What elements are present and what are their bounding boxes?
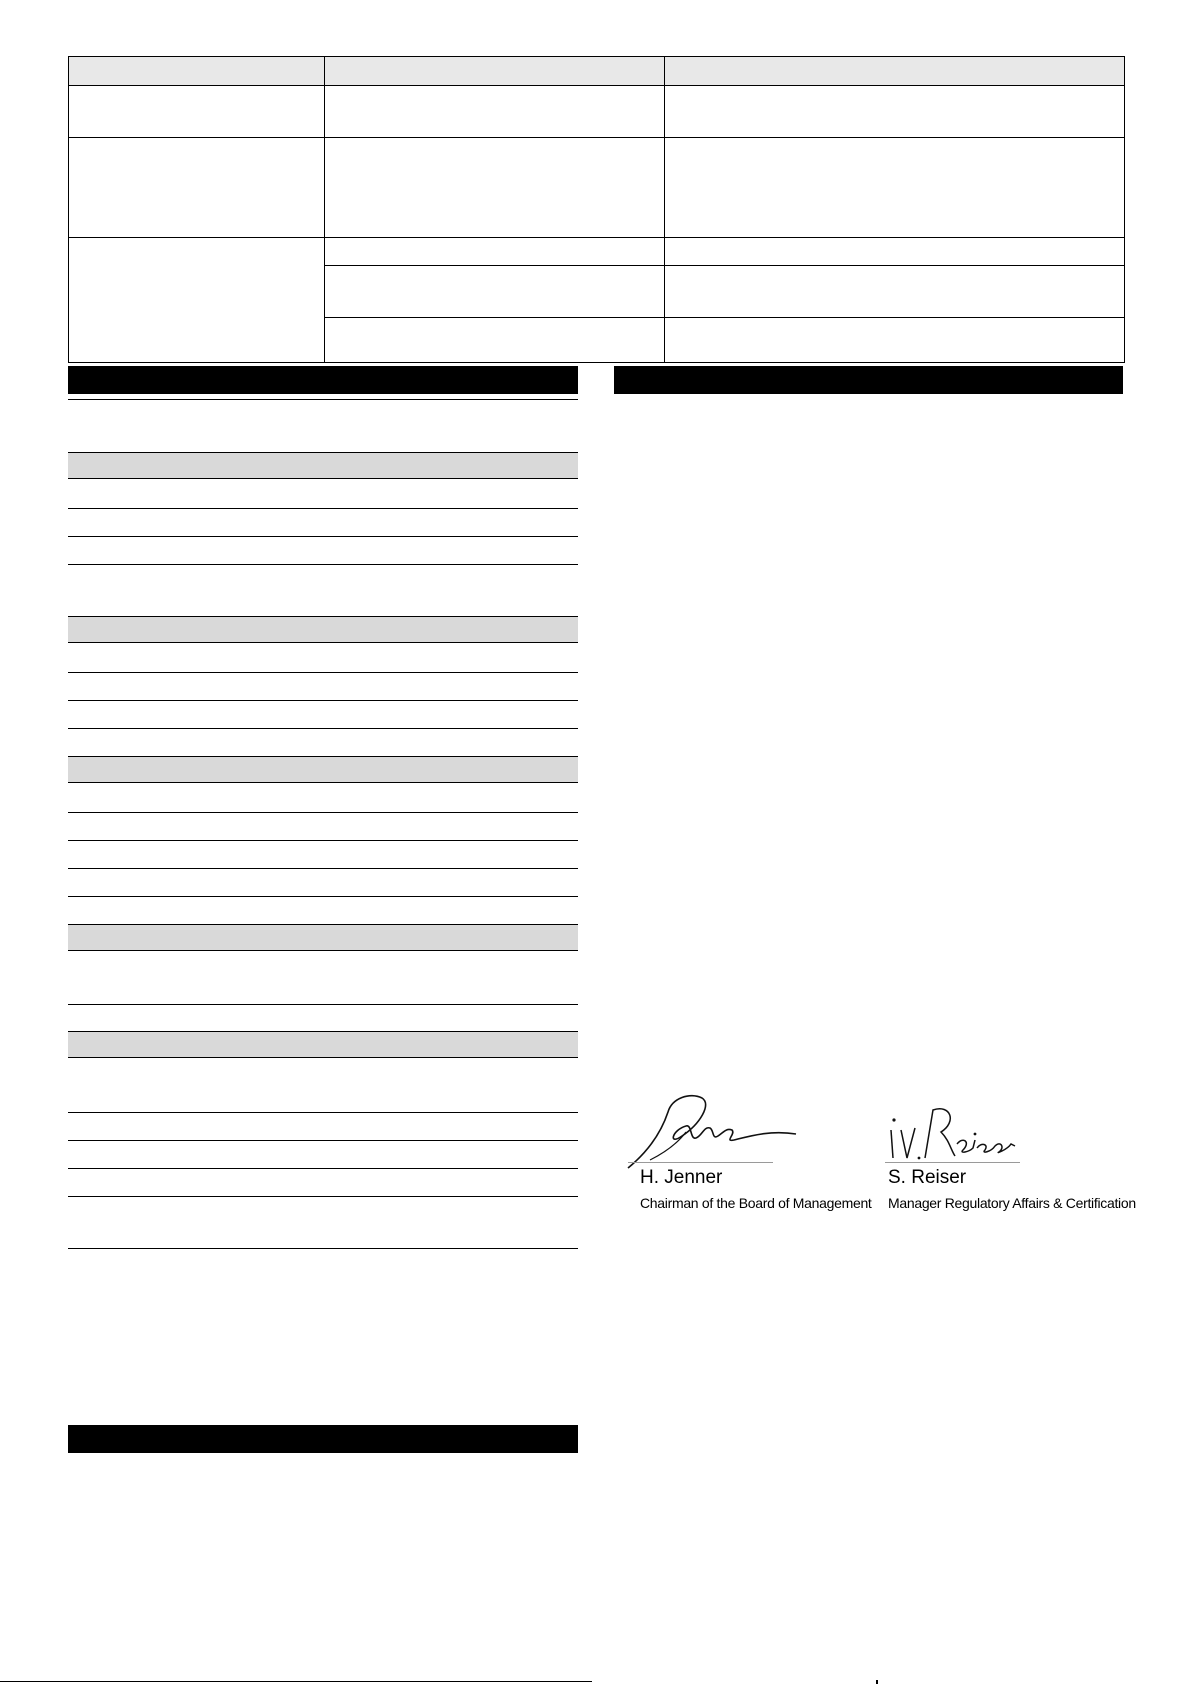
row-divider xyxy=(68,700,578,701)
group-header xyxy=(68,1031,578,1058)
footer-rule xyxy=(0,1681,592,1682)
row-divider xyxy=(69,237,1124,238)
row-divider xyxy=(68,1168,578,1169)
section-bar-right xyxy=(614,366,1123,394)
row-divider xyxy=(68,672,578,673)
signature-jenner-handwriting xyxy=(620,1090,800,1170)
section-bar-left xyxy=(68,366,578,394)
row-divider xyxy=(69,137,1124,138)
row-divider xyxy=(68,840,578,841)
row-divider xyxy=(68,399,578,400)
row-divider xyxy=(68,564,578,565)
signature-line xyxy=(628,1162,773,1163)
signatory-title: Manager Regulatory Affairs & Certification xyxy=(888,1195,1136,1211)
row-divider xyxy=(68,536,578,537)
group-header xyxy=(68,616,578,643)
table-header-row xyxy=(69,57,1124,86)
row-divider xyxy=(68,1112,578,1113)
row-divider xyxy=(68,728,578,729)
row-divider xyxy=(324,265,1124,266)
row-divider xyxy=(68,508,578,509)
group-header xyxy=(68,756,578,783)
row-divider xyxy=(68,1140,578,1141)
row-divider xyxy=(68,868,578,869)
row-divider xyxy=(68,1248,578,1249)
group-header xyxy=(68,452,578,479)
signatory-name: H. Jenner xyxy=(640,1167,723,1188)
group-header xyxy=(68,924,578,951)
row-divider xyxy=(68,812,578,813)
row-divider xyxy=(68,896,578,897)
spec-table-top xyxy=(68,56,1125,363)
signatory-name: S. Reiser xyxy=(888,1167,967,1188)
footer-mark xyxy=(876,1680,878,1684)
signature-line xyxy=(885,1162,1020,1163)
section-bar-bottom xyxy=(68,1425,578,1453)
signatory-title: Chairman of the Board of Management xyxy=(640,1195,872,1211)
row-divider xyxy=(68,1196,578,1197)
signature-reiser-handwriting xyxy=(885,1100,1025,1170)
row-divider xyxy=(324,317,1124,318)
row-divider xyxy=(68,1004,578,1005)
